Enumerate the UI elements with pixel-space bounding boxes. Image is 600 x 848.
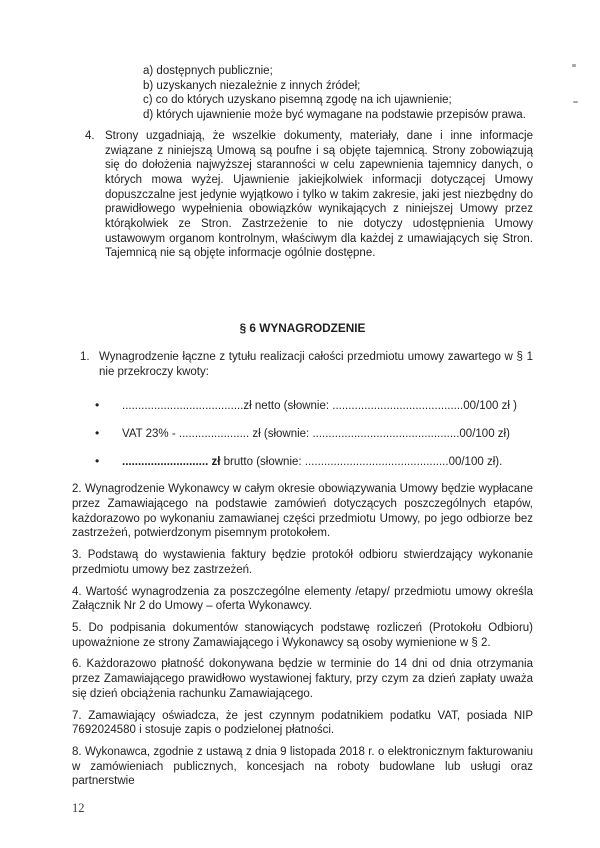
paragraph-8: 8. Wykonawca, zgodnie z ustawą z dnia 9 listopada 2018 r. o elektronicznym fakturowaniu w zamówieniach publicznych, koncesjach na roboty budowlane lub usługi oraz partnerstwie (72, 745, 533, 788)
bullet-icon: • (95, 453, 100, 468)
paragraph-4: 4. Wartość wynagrodzenia za poszczególne elementy /etapy/ przedmiotu umowy określa Załącznik Nr 2 do Umowy – oferta Wykonawcy. (72, 585, 533, 613)
bullet-icon: • (95, 398, 100, 413)
clause-4-number: 4. (85, 129, 95, 142)
paragraph-5: 5. Do podpisania dokumentów stanowiących podstawę rozliczeń (Protokołu Odbioru) upoważnione ze strony Zamawiającego i Wykonawcy są osoby wymienione w § 2. (72, 621, 533, 649)
paragraph-6: 6. Każdorazowo płatność dokonywana będzie w terminie do 14 dni od dnia otrzymania przez Zamawiającego prawidłowo wystawionej faktury, przy czym za dzień zapłaty uważa się dzień obciążenia rachunku Zamawiającego. (72, 658, 533, 700)
page-number: 12 (72, 801, 85, 816)
clause-1-text: Wynagrodzenie łączne z tytułu realizacji całości przedmiotu umowy zawartego w § 1 nie przekroczy kwoty: (99, 350, 533, 378)
letter-item-b: b) uzyskanych niezależnie z innych źródeł; (143, 79, 361, 92)
bullet-net-amount-text: ......................................zł netto (słownie: .........................................00/100 zł ) (122, 400, 517, 413)
clause-1 (80, 350, 533, 379)
paragraph-3: 3. Podstawą do wystawienia faktury będzie protokół odbioru stwierdzający wykonanie przedmiotu umowy bez zastrzeżeń. (72, 549, 533, 576)
bullet-gross-amount (95, 453, 540, 470)
clause-4 (85, 129, 533, 261)
bullet-gross-amount-text: brutto (słownie: .............................................00/100 zł). (220, 455, 503, 468)
clause-1-number: 1. (80, 350, 90, 363)
clause-paragraphs (72, 482, 533, 789)
scan-artifact (573, 101, 578, 103)
letter-item-d: d) których ujawnienie może być wymagane na podstawie przepisów prawa. (143, 109, 526, 122)
section-heading: § 6 WYNAGRODZENIE (239, 321, 366, 336)
bullet-icon: • (95, 425, 100, 440)
clause-4-text: Strony uzgadniają, że wszelkie dokumenty, materiały, dane i inne informacje związane z niniejszą Umową są poufne i są objęte tajemnicą. Strony zobowiązują się do dołożenia najwyższej staranności w celu zapewnienia tajemnicy danych, o których mowa wyżej. Ujawnienie jakiejkolwiek informacji dotyczącej Umowy dopuszczalne jest jedynie wyjątkowo i tylko w takim zakresie, jaki jest niezbędny do prawidłowego wypełnienia obowiązków wynikających z niniejszej Umowy przez którąkolwiek ze Stron. Zastrzeżenie to nie dotyczy udostępnienia Umowy ustawowym organom kontrolnym, właściwym dla każdej z umawiających się Stron. Tajemnicą nie są objęte informacje ogólnie dostępne. (105, 129, 533, 260)
scan-artifact (572, 64, 576, 67)
bullet-gross-amount-bold: ........................... zł (122, 455, 221, 468)
bullet-net-amount (95, 398, 540, 414)
amount-bullet-list (95, 398, 540, 469)
letter-item-c: c) co do których uzyskano pisemną zgodę na ich ujawnienie; (143, 94, 452, 107)
paragraph-2: 2. Wynagrodzenie Wykonawcy w całym okresie obowiązywania Umowy będzie wypłacane przez Zamawiającego na podstawie zamówień dotyczących poszczególnych etapów, każdorazowo po wykonaniu zamawianej części przedmiotu Umowy, po jego odbiorze bez zastrzeżeń, potwierdzonym pisemnym protokołem. (72, 483, 533, 540)
bullet-vat-amount-text: VAT 23% - ...................... zł (słownie: ..............................................00/100 zł) (122, 427, 510, 440)
letter-item-a: a) dostępnych publicznie; (143, 65, 273, 77)
bullet-vat-amount (95, 425, 540, 442)
letter-sublist (143, 64, 560, 123)
paragraph-7: 7. Zamawiający oświadcza, że jest czynnym podatnikiem podatku VAT, posiada NIP 7692024580 i stosuje zapis o podzielonej płatności. (72, 709, 533, 737)
